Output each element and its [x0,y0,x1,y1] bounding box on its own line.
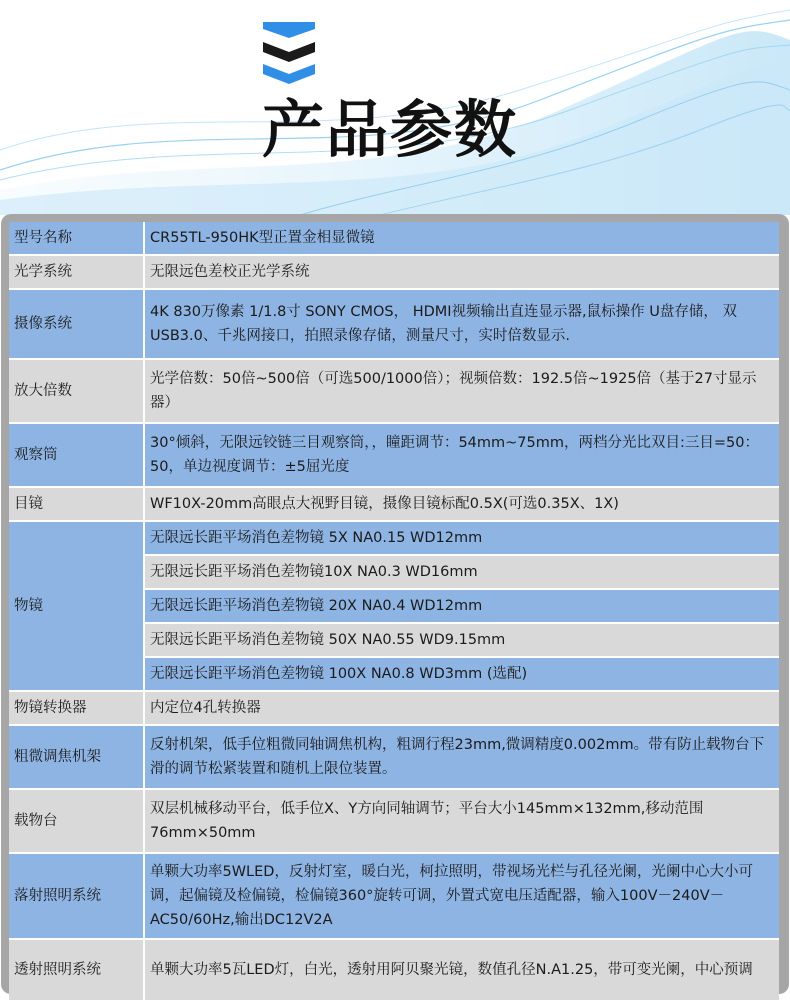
table-row [9,726,779,790]
row-label: 光学系统 [9,256,145,290]
table-row [9,940,779,1000]
row-value: 内定位4孔转换器 [145,692,779,726]
spec-table-container [1,214,789,994]
row-label: 目镜 [9,488,145,522]
table-row [9,222,779,256]
row-label: 透射照明系统 [9,940,145,1000]
row-label: 型号名称 [9,222,145,256]
row-label: 物镜 [9,522,145,692]
row-value: WF10X-20mm高眼点大视野目镜，摄像目镜标配0.5X(可选0.35X、1X) [145,488,779,522]
header-banner [0,0,790,215]
table-row [9,488,779,522]
row-label: 观察筒 [9,424,145,488]
row-value: 双层机械移动平台，低手位X、Y方向同轴调节；平台大小145mm×132mm,移动范围76mm×50mm [145,790,779,854]
table-row [9,424,779,488]
spec-table [9,222,779,1000]
row-value: 无限远长距平场消色差物镜 50X NA0.55 WD9.15mm [145,624,779,658]
table-row [9,854,779,940]
table-row [9,692,779,726]
row-label: 落射照明系统 [9,854,145,940]
row-value: 无限远长距平场消色差物镜10X NA0.3 WD16mm [145,556,779,590]
table-row [9,790,779,854]
row-label: 载物台 [9,790,145,854]
row-value: 光学倍数：50倍~500倍（可选500/1000倍）；视频倍数：192.5倍~1925倍（基于27寸显示器） [145,360,779,424]
row-value: 反射机架，低手位粗微同轴调焦机构，粗调行程23mm,微调精度0.002mm。带有防止载物台下滑的调节松紧装置和随机上限位装置。 [145,726,779,790]
row-value: 单颗大功率5WLED，反射灯室，暖白光，柯拉照明，带视场光栏与孔径光阑，光阑中心大小可调，起偏镜及检偏镜，检偏镜360°旋转可调，外置式宽电压适配器，输入100V－240V－AC50/60Hz,输出DC12V2A [145,854,779,940]
table-row [9,360,779,424]
row-value: 4K 830万像素 1/1.8寸 SONY CMOS， HDMI视频输出直连显示器,鼠标操作 U盘存储， 双USB3.0、千兆网接口，拍照录像存储，测量尺寸，实时倍数显示. [145,290,779,360]
row-label: 粗微调焦机架 [9,726,145,790]
row-label: 物镜转换器 [9,692,145,726]
table-row [9,290,779,360]
row-value: CR55TL-950HK型正置金相显微镜 [145,222,779,256]
page-title: 产品参数 [262,93,519,166]
row-value: 无限远长距平场消色差物镜 20X NA0.4 WD12mm [145,590,779,624]
row-value: 单颗大功率5瓦LED灯，白光，透射用阿贝聚光镜，数值孔径N.A1.25，带可变光阑，中心预调 [145,940,779,1000]
row-value: 无限远长距平场消色差物镜 100X NA0.8 WD3mm (选配) [145,658,779,692]
row-value: 无限远长距平场消色差物镜 5X NA0.15 WD12mm [145,522,779,556]
row-value: 无限远色差校正光学系统 [145,256,779,290]
table-row [9,522,779,556]
row-label: 摄像系统 [9,290,145,360]
table-row [9,256,779,290]
triple-chevron-down-icon [263,22,315,84]
row-label: 放大倍数 [9,360,145,424]
row-value: 30°倾斜，无限远铰链三目观察筒，，瞳距调节：54mm~75mm，两档分光比双目:三目=50：50，单边视度调节：±5屈光度 [145,424,779,488]
